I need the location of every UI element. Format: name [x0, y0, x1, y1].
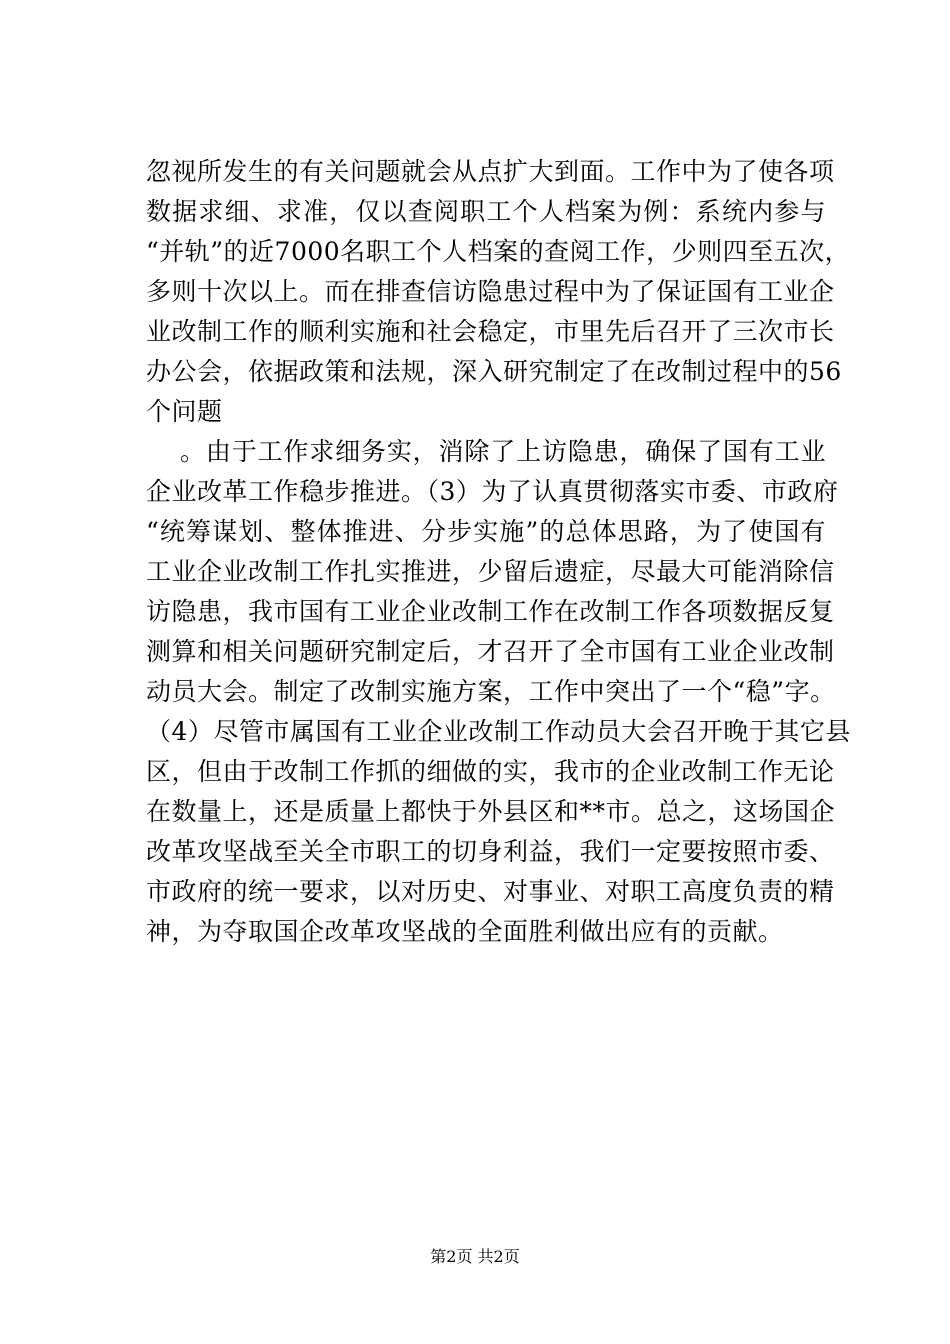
text-line: 访隐患，我市国有工业企业改制工作在改制工作各项数据反复 [146, 597, 835, 626]
text-line: 数据求细、求准，仅以查阅职工个人档案为例：系统内参与 [146, 197, 826, 226]
text-line: 在数量上，还是质量上都快于外县区和**市。总之，这场国企 [146, 797, 836, 826]
text-line: 忽视所发生的有关问题就会从点扩大到面。工作中为了使各项 [146, 157, 835, 186]
text-line: 动员大会。制定了改制实施方案，工作中突出了一个“稳”字。 [146, 677, 836, 706]
text-line: 区，但由于改制工作抓的细做的实，我市的企业改制工作无论 [146, 757, 835, 786]
text-line: 工业企业改制工作扎实推进，少留后遗症，尽最大可能消除信 [146, 557, 835, 586]
text-line: 市政府的统一要求，以对历史、对事业、对职工高度负责的精 [146, 877, 835, 906]
text-line: 办公会，依据政策和法规，深入研究制定了在改制过程中的56 [146, 357, 842, 386]
text-line: 。由于工作求细务实，消除了上访隐患，确保了国有工业 [180, 437, 826, 466]
text-line: 改革攻坚战至关全市职工的切身利益，我们一定要按照市委、 [146, 837, 835, 866]
text-line: 个问题 [146, 397, 223, 426]
body-text [146, 152, 851, 952]
text-line: “统筹谋划、整体推进、分步实施”的总体思路，为了使国有 [146, 517, 826, 546]
text-line: 多则十次以上。而在排查信访隐患过程中为了保证国有工业企 [146, 277, 835, 306]
page-number-footer: 第2页 共2页 [430, 1247, 520, 1266]
text-line: 神，为夺取国企改革攻坚战的全面胜利做出应有的贡献。 [146, 917, 784, 946]
text-line: 企业改革工作稳步推进。（3）为了认真贯彻落实市委、市政府 [146, 477, 839, 506]
text-line: 业改制工作的顺利实施和社会稳定，市里先后召开了三次市长 [146, 317, 835, 346]
text-line: （4）尽管市属国有工业企业改制工作动员大会召开晚于其它县 [146, 717, 851, 746]
text-line: “并轨”的近7000名职工个人档案的查阅工作，少则四至五次， [146, 237, 851, 266]
text-line: 测算和相关问题研究制定后，才召开了全市国有工业企业改制 [146, 637, 835, 666]
